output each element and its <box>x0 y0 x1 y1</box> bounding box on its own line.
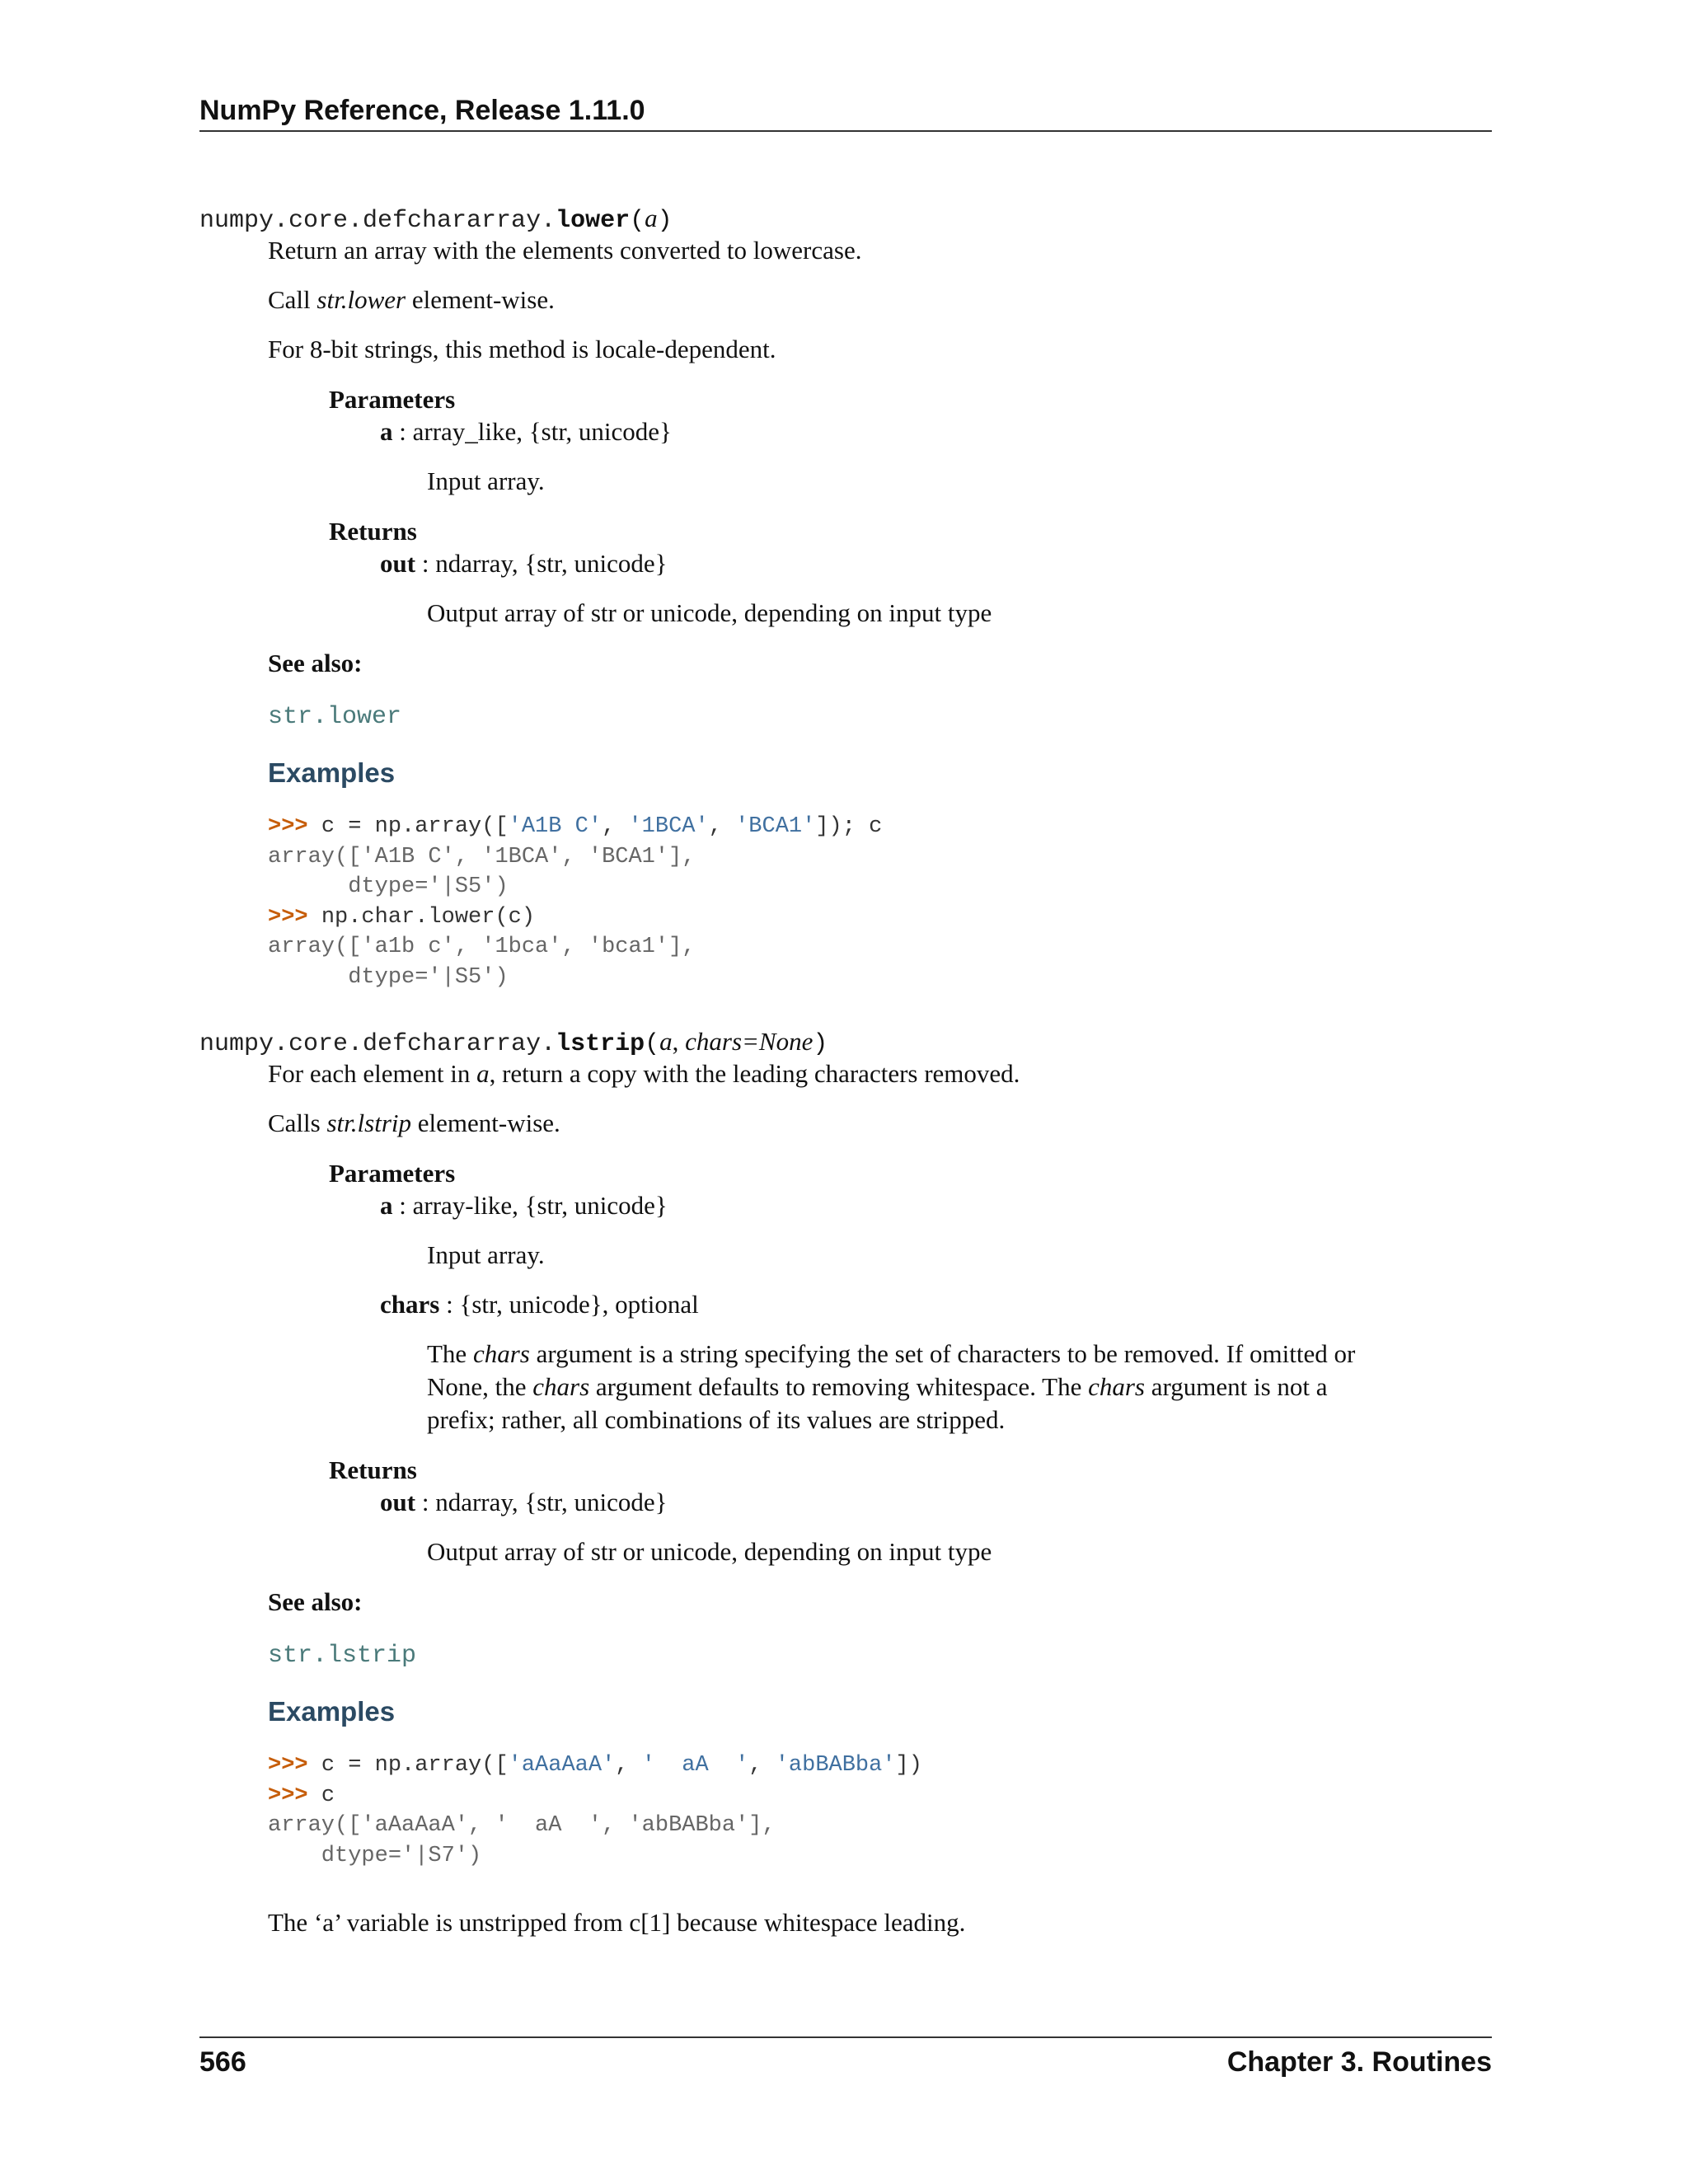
header-rule <box>199 130 1492 132</box>
lstrip-summary <box>268 1057 1020 1090</box>
lower-ret-desc: Output array of str or unicode, depending on input type <box>427 598 992 627</box>
lower-close-paren: ) <box>657 207 673 235</box>
lstrip-param-chars-desc <box>427 1338 1391 1436</box>
code-text: c = np.array([ <box>321 814 509 839</box>
code-line: dtype='|S5') <box>268 964 509 990</box>
lower-params-heading: Parameters <box>329 385 456 414</box>
lstrip-arg-a: a <box>659 1027 673 1056</box>
lower-call-ref: str.lower <box>316 285 406 314</box>
lstrip-see-also: See also: <box>268 1587 363 1616</box>
code-line: array(['aAaAaA', ' aA ', 'abBABba'], <box>268 1813 776 1838</box>
lstrip-call-pre: Calls <box>268 1108 327 1137</box>
code-line <box>268 1781 922 1811</box>
lower-ret-name: out <box>380 549 416 578</box>
desc-emph: chars <box>472 1339 530 1368</box>
lstrip-see-link-text[interactable]: str.lstrip <box>268 1642 417 1670</box>
lower-see-also-link[interactable] <box>268 698 401 733</box>
lstrip-returns-heading: Returns <box>329 1455 417 1484</box>
header-title: NumPy Reference, Release 1.11.0 <box>199 95 645 126</box>
code-line <box>268 902 882 933</box>
lower-see-link-text[interactable]: str.lower <box>268 703 402 731</box>
lower-ret-type: : ndarray, {str, unicode} <box>415 549 668 578</box>
lstrip-ret-type: : ndarray, {str, unicode} <box>415 1488 668 1516</box>
lstrip-summary-post: , return a copy with the leading characters removed. <box>489 1059 1020 1088</box>
lstrip-arg-sep: , <box>672 1027 686 1056</box>
lower-summary: Return an array with the elements converted to lowercase. <box>268 236 862 265</box>
lstrip-param-chars-name: chars <box>380 1290 440 1319</box>
code-text: , <box>615 1753 642 1778</box>
code-text: c <box>321 1783 335 1808</box>
desc-emph: chars <box>532 1372 590 1401</box>
desc-text: The <box>427 1339 473 1368</box>
lstrip-signature <box>199 1025 828 1061</box>
lstrip-examples-heading <box>268 1695 395 1729</box>
code-line: dtype='|S5') <box>268 874 509 899</box>
lower-param-a-desc: Input array. <box>427 466 545 495</box>
lstrip-param-chars <box>380 1288 699 1321</box>
code-string: 'abBABba' <box>775 1753 896 1778</box>
lstrip-param-chars-type: : {str, unicode}, optional <box>439 1290 699 1319</box>
lstrip-close-paren: ) <box>813 1030 828 1058</box>
code-text: c = np.array([ <box>321 1753 509 1778</box>
lstrip-summary-arg: a <box>476 1059 490 1088</box>
lower-examples-heading <box>268 757 395 790</box>
lstrip-summary-pre: For each element in <box>268 1059 477 1088</box>
desc-text: argument is a string specifying the set of characters to be removed. If omitted or None, the <box>427 1339 1356 1401</box>
lower-note: For 8-bit strings, this method is locale-dependent. <box>268 335 776 363</box>
code-prompt: >>> <box>268 904 321 930</box>
lstrip-call <box>268 1107 560 1140</box>
lstrip-see-also-link[interactable] <box>268 1637 416 1672</box>
code-prompt: >>> <box>268 814 321 839</box>
page-number: 566 <box>199 2046 246 2078</box>
code-line <box>268 812 882 842</box>
lstrip-param-a <box>380 1189 668 1222</box>
lstrip-ret-desc: Output array of str or unicode, depending on input type <box>427 1537 992 1566</box>
lower-code-block <box>268 812 882 992</box>
code-line <box>268 1750 922 1781</box>
chapter-label: Chapter 3. Routines <box>1226 2046 1492 2078</box>
lower-arg: a <box>645 204 658 232</box>
lstrip-open-paren: ( <box>645 1030 660 1058</box>
code-string: 'A1B C' <box>508 814 603 839</box>
code-string: ' aA ' <box>641 1753 749 1778</box>
code-text: ]); c <box>815 814 883 839</box>
lstrip-params-heading: Parameters <box>329 1159 456 1188</box>
code-text: np.char.lower(c) <box>321 904 536 930</box>
lower-signature <box>199 202 673 237</box>
lstrip-param-a-name: a <box>380 1191 393 1220</box>
lstrip-examples-text: Examples <box>268 1696 396 1727</box>
footer-rule <box>199 2036 1492 2038</box>
lstrip-ret-name: out <box>380 1488 416 1516</box>
lower-examples-text: Examples <box>268 757 396 788</box>
lstrip-arg-chars: chars=None <box>685 1027 814 1056</box>
lstrip-ret <box>380 1486 668 1519</box>
code-line: array(['a1b c', '1bca', 'bca1'], <box>268 935 696 959</box>
lstrip-code-block <box>268 1750 922 1871</box>
code-line: dtype='|S7') <box>268 1843 482 1868</box>
lstrip-param-a-type: : array-like, {str, unicode} <box>392 1191 668 1220</box>
lstrip-call-ref: str.lstrip <box>326 1108 412 1137</box>
lstrip-module: numpy.core.defchararray. <box>199 1030 556 1058</box>
code-string: 'aAaAaA' <box>508 1753 616 1778</box>
code-line: array(['A1B C', '1BCA', 'BCA1'], <box>268 844 696 869</box>
lower-name: lower <box>556 207 631 235</box>
lower-open-paren: ( <box>630 207 645 235</box>
lstrip-param-a-desc: Input array. <box>427 1240 545 1269</box>
lower-module: numpy.core.defchararray. <box>199 207 556 235</box>
desc-text: argument is not a prefix; rather, all combinations of its values are stripped. <box>427 1372 1328 1434</box>
desc-text: argument defaults to removing whitespace. The <box>589 1372 1089 1401</box>
lower-see-also: See also: <box>268 649 363 677</box>
code-text: ]) <box>895 1753 922 1778</box>
lower-call-pre: Call <box>268 285 317 314</box>
lstrip-call-post: element-wise. <box>411 1108 560 1137</box>
lower-param-a-type: : array_like, {str, unicode} <box>392 417 672 446</box>
lower-call-post: element-wise. <box>406 285 555 314</box>
lower-param-a-name: a <box>380 417 393 446</box>
code-prompt: >>> <box>268 1783 321 1808</box>
code-string: '1BCA' <box>628 814 709 839</box>
desc-emph: chars <box>1088 1372 1145 1401</box>
code-prompt: >>> <box>268 1753 321 1778</box>
code-text: , <box>708 814 736 839</box>
lower-returns-heading: Returns <box>329 517 417 546</box>
lower-call <box>268 284 555 316</box>
code-string: 'BCA1' <box>735 814 816 839</box>
lstrip-trailing-note: The ‘a’ variable is unstripped from c[1] because whitespace leading. <box>268 1908 966 1937</box>
lower-ret <box>380 547 668 580</box>
running-header <box>199 92 1492 129</box>
code-text: , <box>748 1753 776 1778</box>
lstrip-name: lstrip <box>556 1030 645 1058</box>
code-text: , <box>602 814 629 839</box>
lower-param-a <box>380 415 672 448</box>
